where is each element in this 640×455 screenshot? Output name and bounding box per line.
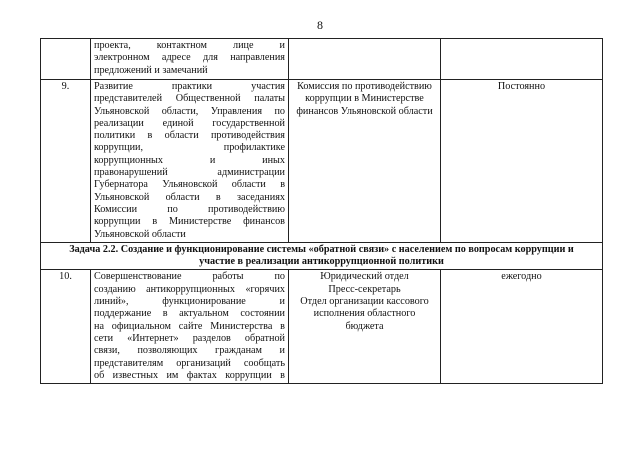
cell-number (41, 39, 91, 80)
cell-description (91, 80, 289, 243)
text-line: Юридический отдел (320, 271, 409, 283)
text-line: на официальном сайте Министерства в (94, 320, 285, 332)
cell-responsible (289, 39, 441, 80)
text-line: созданию антикоррупционных «горячих (94, 283, 285, 295)
text-line: Губернатора Ульяновской области в (94, 179, 285, 191)
task-heading-row (41, 242, 603, 270)
cell-deadline: Постоянно (441, 80, 603, 243)
action-plan-table (40, 38, 603, 384)
text-line: Отдел организации кассового (300, 296, 429, 308)
text-line: об известных им фактах коррупции в (94, 369, 285, 381)
text-line: бюджета (345, 320, 384, 332)
text-line: участие в реализации антикоррупционной политики (199, 256, 444, 268)
text-line: Ульяновской области в заседаниях (94, 191, 285, 203)
cell-description (91, 39, 289, 80)
text-line: Развитие практики участия (94, 81, 285, 92)
table-row-continuation (41, 39, 603, 80)
cell-responsible (289, 80, 441, 243)
text-line: правонарушений администрации (94, 167, 285, 179)
text-line: линий», функционирование и (94, 296, 285, 308)
task-heading (41, 242, 603, 270)
cell-number: 9. (41, 80, 91, 243)
text-line: Совершенствование работы по (94, 271, 285, 283)
cell-deadline: ежегодно (441, 270, 603, 384)
text-line: предложений и замечаний (94, 64, 208, 76)
text-line: Задача 2.2. Создание и функционирование системы «обратной связи» с населением по вопросам коррупции и (69, 243, 574, 255)
text-line: коррупционных и иных (94, 154, 285, 166)
text-line: политики в области противодействия (94, 130, 285, 142)
table-row-10 (41, 270, 603, 384)
table-row-9 (41, 80, 603, 243)
cell-description (91, 270, 289, 384)
cell-responsible (289, 270, 441, 384)
page-number: 8 (317, 18, 323, 32)
text-line: исполнения областного (313, 308, 416, 320)
text-line: поддержание в актуальном состоянии (94, 308, 285, 320)
text-line: представителей Общественной палаты (94, 93, 285, 105)
text-line: финансов Ульяновской области (296, 105, 433, 117)
text-line: Пресс-секретарь (328, 283, 401, 295)
text-line: сети «Интернет» разделов обратной (94, 332, 285, 344)
text-line: Комиссии по противодействию (94, 203, 285, 215)
text-line: Ульяновской области, Управления по (94, 105, 285, 117)
text-line: Комиссия по противодействию (297, 81, 432, 92)
text-line: коррупции в Министерстве (305, 93, 424, 105)
cell-deadline (441, 39, 603, 80)
text-line: представителям организаций сообщать (94, 357, 285, 369)
cell-number: 10. (41, 270, 91, 384)
text-line: проекта, контактном лице и (94, 40, 285, 51)
text-line: Ульяновской области (94, 228, 186, 240)
text-line: коррупции, профилактике (94, 142, 285, 154)
text-line: реализации единой государственной (94, 117, 285, 129)
text-line: электронном адресе для направления (94, 52, 285, 64)
text-line: коррупции в Министерстве финансов (94, 216, 285, 228)
text-line: связи, позволяющих гражданам и (94, 345, 285, 357)
